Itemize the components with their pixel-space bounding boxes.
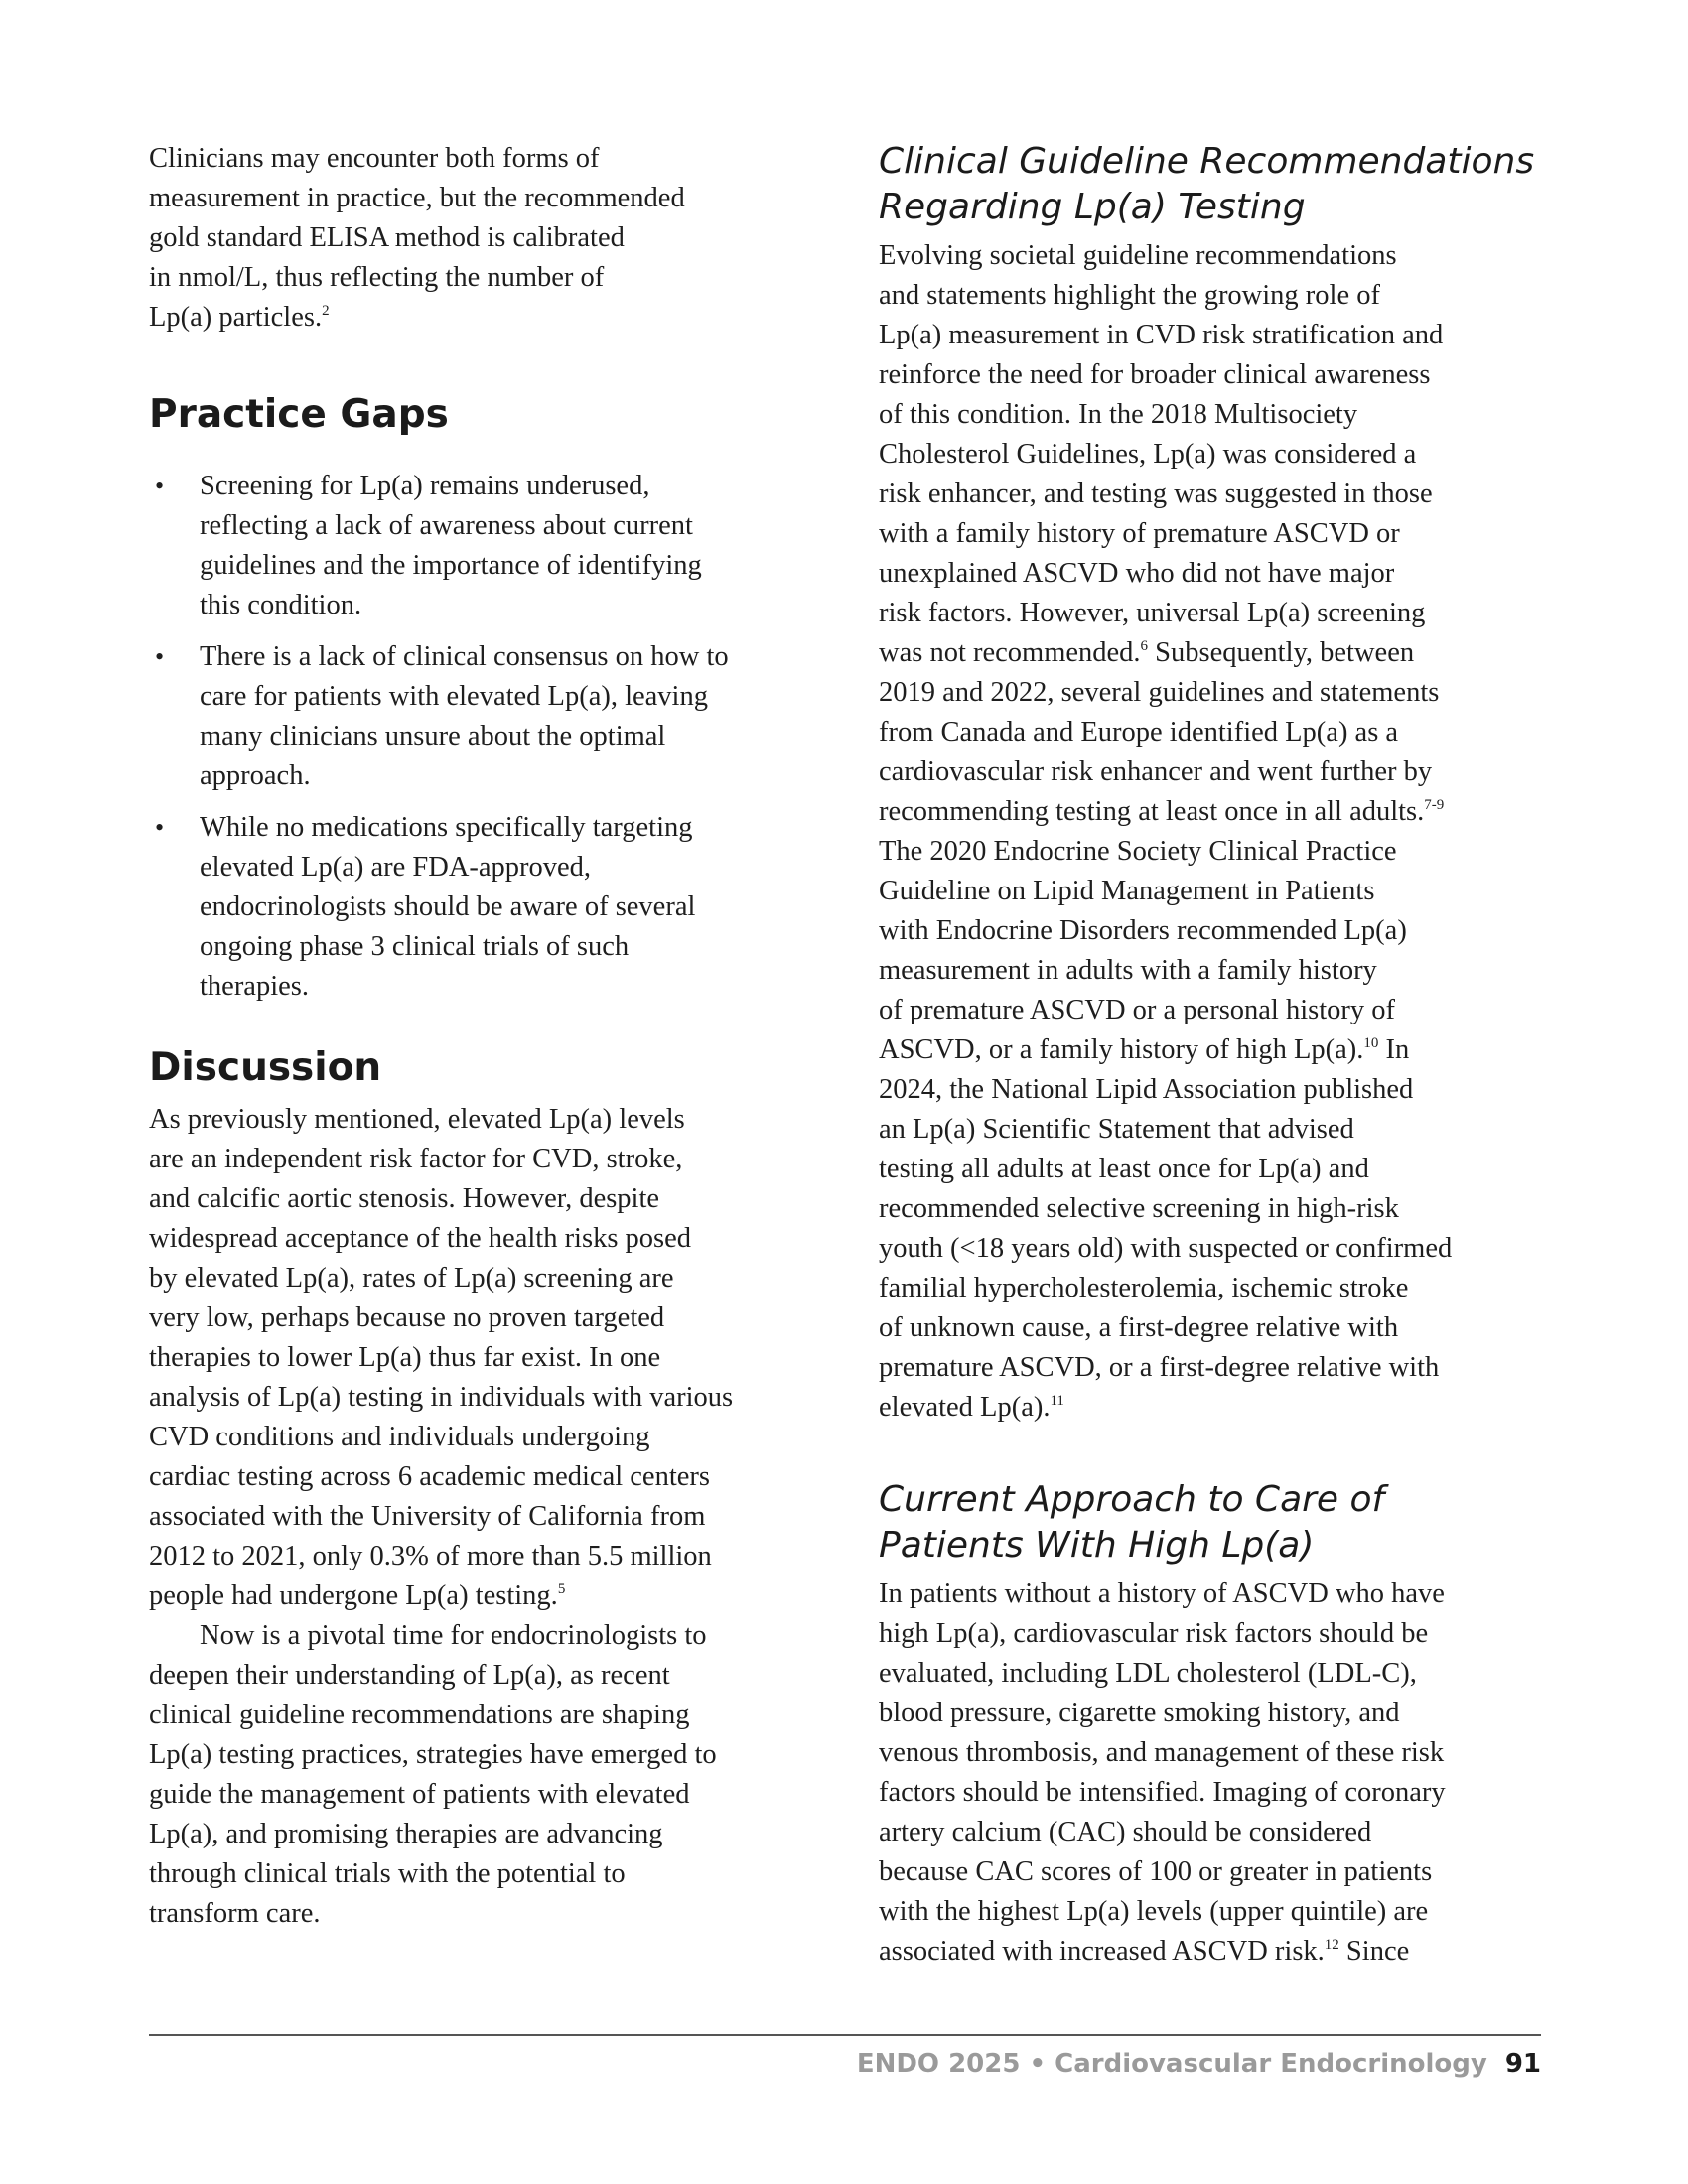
text-line: Guideline on Lipid Management in Patients <box>879 876 1375 906</box>
text-line: Evolving societal guideline recommendations <box>879 240 1397 271</box>
text-line: Now is a pivotal time for endocrinologists to <box>200 1620 707 1651</box>
text-line: of premature ASCVD or a personal history of <box>879 995 1396 1025</box>
text-line: guidelines and the importance of identifying <box>200 550 702 581</box>
text-line: blood pressure, cigarette smoking history, and <box>879 1698 1400 1728</box>
text-line: Lp(a) measurement in CVD risk stratification and <box>879 320 1444 350</box>
text-line: risk factors. However, universal Lp(a) screening <box>879 598 1426 628</box>
text-line: many clinicians unsure about the optimal <box>200 721 666 751</box>
text-line <box>879 1932 1554 1972</box>
text-line: therapies to lower Lp(a) thus far exist. In one <box>149 1342 661 1373</box>
list-item <box>149 808 824 1007</box>
text-line: with a family history of premature ASCVD or <box>879 518 1400 549</box>
text-line: CVD conditions and individuals undergoing <box>149 1422 650 1452</box>
text-line: premature ASCVD, or a first-degree relative with <box>879 1352 1440 1383</box>
text-line: evaluated, including LDL cholesterol (LDL-C), <box>879 1658 1417 1689</box>
bullet-icon: • <box>155 813 165 842</box>
list-item <box>149 637 824 796</box>
text-line: associated with the University of California from <box>149 1501 706 1532</box>
text-span: was not recommended. <box>879 637 1141 668</box>
guideline-heading <box>879 139 1554 230</box>
discussion-heading: Discussion <box>149 1045 382 1090</box>
text-line: In patients without a history of ASCVD who have <box>879 1578 1445 1609</box>
text-line: of this condition. In the 2018 Multisociety <box>879 399 1358 430</box>
text-line: with Endocrine Disorders recommended Lp(a) <box>879 915 1407 946</box>
reference-superscript: 5 <box>557 1581 566 1597</box>
text-line: of unknown cause, a first-degree relative with <box>879 1312 1399 1343</box>
care-heading <box>879 1477 1554 1569</box>
text-line: this condition. <box>200 590 362 620</box>
text-line: The 2020 Endocrine Society Clinical Practice <box>879 836 1397 867</box>
text-span: Lp(a) particles. <box>149 302 323 333</box>
text-span: Subsequently, between <box>1148 637 1415 668</box>
text-line <box>879 1388 1554 1428</box>
text-line: 2012 to 2021, only 0.3% of more than 5.5 million <box>149 1541 712 1571</box>
text-line: cardiovascular risk enhancer and went further by <box>879 756 1433 787</box>
text-line: analysis of Lp(a) testing in individuals with various <box>149 1382 734 1413</box>
section-heading-line: Regarding Lp(a) Testing <box>879 187 1306 227</box>
text-line: clinical guideline recommendations are shaping <box>149 1700 690 1730</box>
text-line: As previously mentioned, elevated Lp(a) levels <box>149 1104 685 1135</box>
text-line: measurement in adults with a family history <box>879 955 1377 986</box>
text-line: artery calcium (CAC) should be considered <box>879 1817 1372 1847</box>
section-heading-line: Clinical Guideline Recommendations <box>879 141 1535 182</box>
reference-superscript: 11 <box>1050 1393 1064 1409</box>
right-column <box>879 139 1554 1972</box>
text-span: recommending testing at least once in all adults. <box>879 796 1425 827</box>
text-line: endocrinologists should be aware of several <box>200 891 696 922</box>
text-line: an Lp(a) Scientific Statement that advised <box>879 1114 1354 1145</box>
text-line: recommended selective screening in high-risk <box>879 1193 1399 1224</box>
text-line: Clinicians may encounter both forms of <box>149 143 600 174</box>
text-line <box>149 298 824 338</box>
text-line: high Lp(a), cardiovascular risk factors should be <box>879 1618 1429 1649</box>
list-item <box>149 467 824 625</box>
text-line: testing all adults at least once for Lp(a) and <box>879 1154 1369 1184</box>
text-line: widespread acceptance of the health risks posed <box>149 1223 692 1254</box>
text-line: and statements highlight the growing role of <box>879 280 1380 311</box>
section-heading-line: Patients With High Lp(a) <box>879 1525 1315 1566</box>
reference-superscript: 6 <box>1140 638 1149 654</box>
bullet-icon: • <box>155 642 165 671</box>
left-column <box>149 139 824 1934</box>
reference-superscript: 2 <box>322 303 330 319</box>
text-span: ASCVD, or a family history of high Lp(a). <box>879 1034 1364 1065</box>
text-line: in nmol/L, thus reflecting the number of <box>149 262 605 293</box>
discussion-paragraph <box>149 1100 824 1616</box>
footer-title: ENDO 2025 • Cardiovascular Endocrinology <box>856 2049 1487 2079</box>
text-line: cardiac testing across 6 academic medical centers <box>149 1461 710 1492</box>
text-line: transform care. <box>149 1898 321 1929</box>
text-line: risk enhancer, and testing was suggested in those <box>879 478 1433 509</box>
practice-gaps-list <box>149 467 824 1007</box>
footer-divider <box>149 2034 1541 2036</box>
text-span: associated with increased ASCVD risk. <box>879 1936 1325 1967</box>
text-line: unexplained ASCVD who did not have major <box>879 558 1395 589</box>
text-line: ongoing phase 3 clinical trials of such <box>200 931 630 962</box>
text-line: There is a lack of clinical consensus on how to <box>200 641 729 672</box>
text-line: 2024, the National Lipid Association published <box>879 1074 1414 1105</box>
text-line: 2019 and 2022, several guidelines and statements <box>879 677 1440 708</box>
reference-superscript: 10 <box>1363 1035 1379 1051</box>
text-line: gold standard ELISA method is calibrated <box>149 222 625 253</box>
care-paragraph <box>879 1574 1554 1972</box>
discussion-paragraph-2 <box>149 1616 824 1934</box>
text-line: familial hypercholesterolemia, ischemic stroke <box>879 1273 1409 1303</box>
intro-paragraph <box>149 139 824 338</box>
practice-gaps-heading: Practice Gaps <box>149 392 449 437</box>
guideline-paragraph <box>879 236 1554 1428</box>
page-number: 91 <box>1504 2049 1541 2079</box>
text-line: through clinical trials with the potential to <box>149 1858 626 1889</box>
text-span: elevated Lp(a). <box>879 1392 1051 1423</box>
text-line: Cholesterol Guidelines, Lp(a) was considered a <box>879 439 1417 470</box>
text-line <box>879 633 1554 673</box>
text-line: by elevated Lp(a), rates of Lp(a) screening are <box>149 1263 674 1294</box>
text-line: reflecting a lack of awareness about current <box>200 510 693 541</box>
text-line: Lp(a), and promising therapies are advancing <box>149 1819 663 1849</box>
section-heading-line: Current Approach to Care of <box>879 1479 1385 1520</box>
text-line: with the highest Lp(a) levels (upper quintile) are <box>879 1896 1429 1927</box>
text-line: care for patients with elevated Lp(a), leaving <box>200 681 708 712</box>
text-line: from Canada and Europe identified Lp(a) as a <box>879 717 1399 748</box>
text-line: While no medications specifically targeting <box>200 812 693 843</box>
bullet-icon: • <box>155 472 165 500</box>
reference-superscript: 7-9 <box>1424 797 1445 813</box>
text-line: measurement in practice, but the recommended <box>149 183 685 213</box>
text-span: people had undergone Lp(a) testing. <box>149 1580 558 1611</box>
text-line: elevated Lp(a) are FDA-approved, <box>200 852 592 883</box>
text-line: guide the management of patients with elevated <box>149 1779 690 1810</box>
text-line: approach. <box>200 760 311 791</box>
text-line <box>879 792 1554 832</box>
text-line: are an independent risk factor for CVD, stroke, <box>149 1144 683 1174</box>
text-line: very low, perhaps because no proven targeted <box>149 1302 665 1333</box>
text-line: venous thrombosis, and management of these risk <box>879 1737 1445 1768</box>
text-line: youth (<18 years old) with suspected or confirmed <box>879 1233 1453 1264</box>
text-line: because CAC scores of 100 or greater in patients <box>879 1856 1433 1887</box>
text-line: therapies. <box>200 971 309 1002</box>
text-span: In <box>1378 1034 1410 1065</box>
text-line <box>879 1030 1554 1070</box>
reference-superscript: 12 <box>1324 1937 1339 1953</box>
text-line: factors should be intensified. Imaging of coronary <box>879 1777 1446 1808</box>
text-line: Screening for Lp(a) remains underused, <box>200 471 650 501</box>
text-span: Since <box>1338 1936 1410 1967</box>
text-line: Lp(a) testing practices, strategies have emerged to <box>149 1739 717 1770</box>
text-line: deepen their understanding of Lp(a), as recent <box>149 1660 670 1691</box>
page-footer <box>857 2047 1541 2081</box>
text-line <box>149 1576 824 1616</box>
text-line: and calcific aortic stenosis. However, despite <box>149 1183 660 1214</box>
text-line: reinforce the need for broader clinical awareness <box>879 359 1431 390</box>
